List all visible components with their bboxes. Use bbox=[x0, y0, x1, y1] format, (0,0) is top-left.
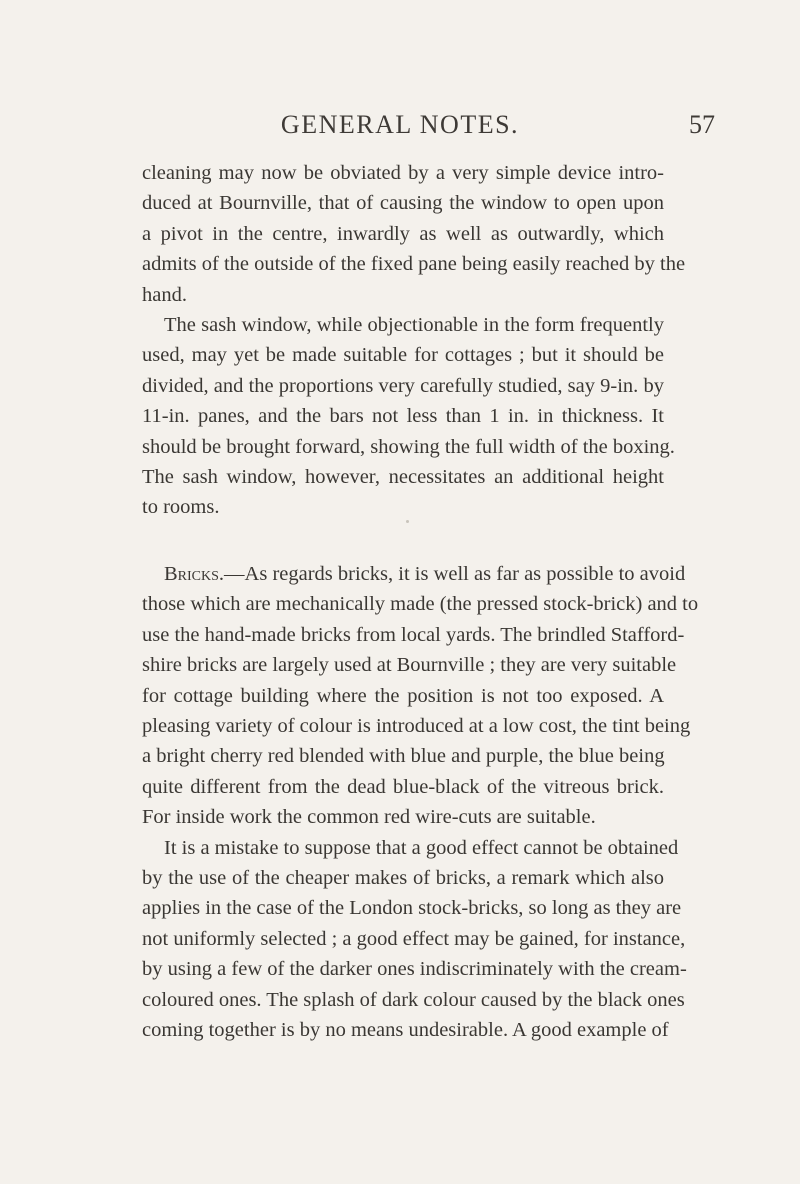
text-line: quite different from the dead blue-black of the vitreous brick. bbox=[142, 775, 664, 798]
text-line: duced at Bournville, that of causing the window to open upon bbox=[142, 192, 664, 215]
text-line: a bright cherry red blended with blue and purple, the blue being bbox=[142, 745, 665, 768]
text-line bbox=[142, 559, 686, 589]
text-line: coloured ones. The splash of dark colour caused by the black ones bbox=[142, 988, 685, 1011]
text-line: to rooms. bbox=[142, 496, 220, 519]
text-line: for cottage building where the position is not too exposed. A bbox=[142, 684, 664, 707]
body-text-windows bbox=[142, 158, 686, 523]
text-line: applies in the case of the London stock-bricks, so long as they are bbox=[142, 897, 682, 920]
running-head bbox=[0, 110, 800, 150]
text-line: hand. bbox=[142, 283, 187, 306]
text-line: For inside work the common red wire-cuts are suitable. bbox=[142, 806, 596, 829]
text-line: cleaning may now be obviated by a very simple device intro- bbox=[142, 162, 664, 184]
text-line: shire bricks are largely used at Bournville ; they are very suitable bbox=[142, 654, 677, 677]
text-line: by the use of the cheaper makes of bricks, a remark which also bbox=[142, 867, 664, 890]
text-line: The sash window, however, necessitates an additional height bbox=[142, 466, 664, 489]
text-line: 11-in. panes, and the bars not less than 1 in. in thickness. It bbox=[142, 405, 664, 428]
text-line: The sash window, while objectionable in the form frequently bbox=[164, 314, 664, 337]
text-line: not uniformly selected ; a good effect may be gained, for instance, bbox=[142, 927, 686, 950]
paper-speck bbox=[406, 520, 409, 523]
text-line: pleasing variety of colour is introduced at a low cost, the tint being bbox=[142, 715, 691, 738]
page-number: 57 bbox=[689, 110, 715, 139]
text-line: should be brought forward, showing the full width of the boxing. bbox=[142, 435, 675, 458]
text-line-continuation: —As regards bricks, it is well as far as possible to avoid bbox=[224, 563, 686, 585]
text-line: those which are mechanically made (the pressed stock-brick) and to bbox=[142, 593, 699, 616]
text-line: admits of the outside of the fixed pane being easily reached by the bbox=[142, 253, 686, 276]
text-line: divided, and the proportions very carefully studied, say 9-in. by bbox=[142, 374, 664, 397]
text-line: It is a mistake to suppose that a good effect cannot be obtained bbox=[164, 836, 679, 859]
section-heading: Bricks. bbox=[164, 563, 225, 585]
text-line: coming together is by no means undesirable. A good example of bbox=[142, 1019, 669, 1042]
running-title: GENERAL NOTES. bbox=[280, 110, 520, 139]
text-line: use the hand-made bricks from local yards. The brindled Stafford- bbox=[142, 623, 685, 646]
text-line: by using a few of the darker ones indiscriminately with the cream- bbox=[142, 958, 687, 981]
text-line: used, may yet be made suitable for cottages ; but it should be bbox=[142, 344, 664, 367]
body-text-bricks bbox=[142, 559, 699, 1046]
text-line: a pivot in the centre, inwardly as well as outwardly, which bbox=[142, 222, 664, 245]
